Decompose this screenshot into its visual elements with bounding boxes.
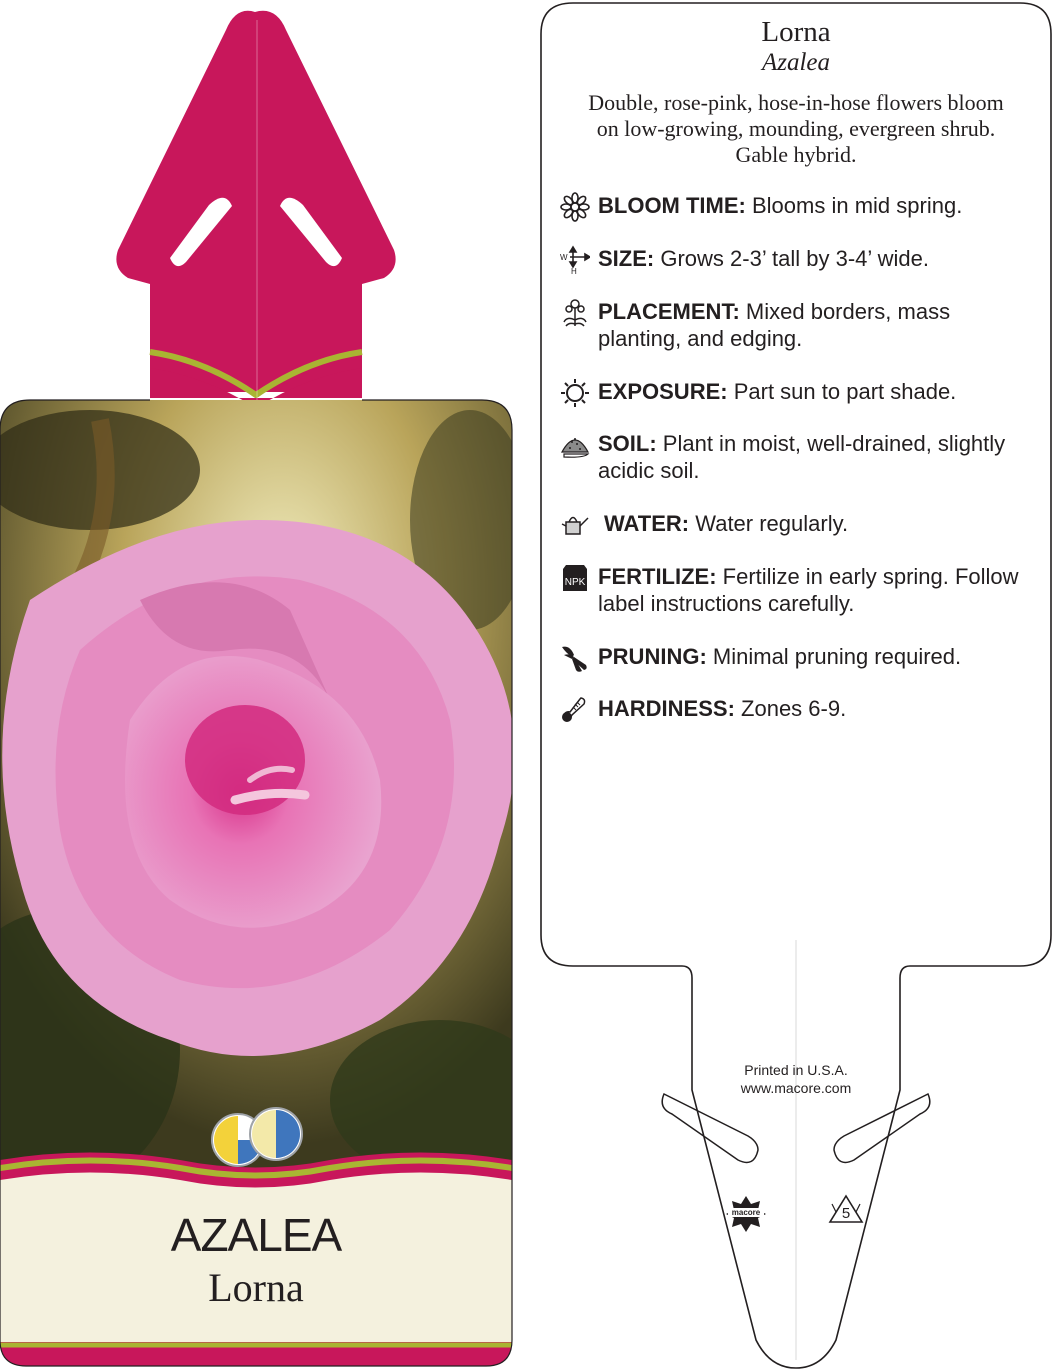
care-value: Plant in moist, well-drained, slightly [662,431,1006,456]
care-item-pruning [560,643,1040,670]
plant-title: Lorna [761,16,831,48]
recycle-number: 5 [841,1205,851,1222]
flower-icon [560,192,590,222]
npk-icon-text: NPK [564,577,586,588]
description-line: Gable hybrid. [735,142,857,167]
care-label: PRUNING: [598,644,707,669]
care-value: planting, and edging. [598,326,803,351]
size-icon-w: W [560,253,568,262]
care-value: acidic soil. [598,458,700,483]
front-tag-spike [116,11,395,408]
website: www.macore.com [740,1080,852,1096]
printed-in: Printed in U.S.A. [744,1062,848,1078]
care-value: label instructions carefully. [598,591,855,616]
front-cultivar-name: Lorna [208,1265,304,1310]
care-item-bloom-time [560,192,1040,219]
care-value: Water regularly. [695,511,849,536]
plant-subtitle: Azalea [761,49,831,76]
care-item-exposure [560,378,1040,405]
sun-shade-badge-icon [212,1108,302,1166]
care-value: Grows 2-3’ tall by 3-4’ wide. [660,246,929,271]
care-value: Blooms in mid spring. [752,193,963,218]
care-item-size [560,245,1040,275]
description-line: on low-growing, mounding, evergreen shrub. [596,116,996,141]
size-icon-h: H [571,267,577,275]
description-line: Double, rose-pink, hose-in-hose flowers bloom [588,90,1004,115]
care-label: SOIL: [598,431,657,456]
care-item-placement [560,298,1040,352]
care-value: Fertilize in early spring. Follow [722,564,1019,589]
soil-mound-icon [560,430,590,460]
flower-photo [0,395,550,1190]
care-label: EXPOSURE: [598,379,728,404]
front-common-name: AZALEA [170,1209,342,1261]
fertilizer-bag-icon [560,563,590,593]
thermometer-icon [560,695,590,725]
sun-icon [560,378,590,408]
care-label: PLACEMENT: [598,299,740,324]
care-label: HARDINESS: [598,696,735,721]
care-value: Mixed borders, mass [745,299,951,324]
plant-description [541,90,1051,168]
care-label: SIZE: [598,246,655,271]
care-label: BLOOM TIME: [598,193,746,218]
plant-cluster-icon [560,298,590,328]
macore-logo-text: macore [731,1208,761,1217]
care-item-soil [560,430,1040,484]
care-label: WATER: [604,511,690,536]
pruners-icon [560,643,590,673]
care-item-fertilize [560,563,1040,617]
size-arrows-icon [560,245,590,275]
care-label: FERTILIZE: [598,564,717,589]
care-value: Minimal pruning required. [712,644,962,669]
care-value: Part sun to part shade. [733,379,957,404]
care-item-water [560,510,1040,537]
care-value: Zones 6-9. [741,696,847,721]
watering-can-icon [560,510,590,540]
care-item-hardiness [560,695,1040,722]
